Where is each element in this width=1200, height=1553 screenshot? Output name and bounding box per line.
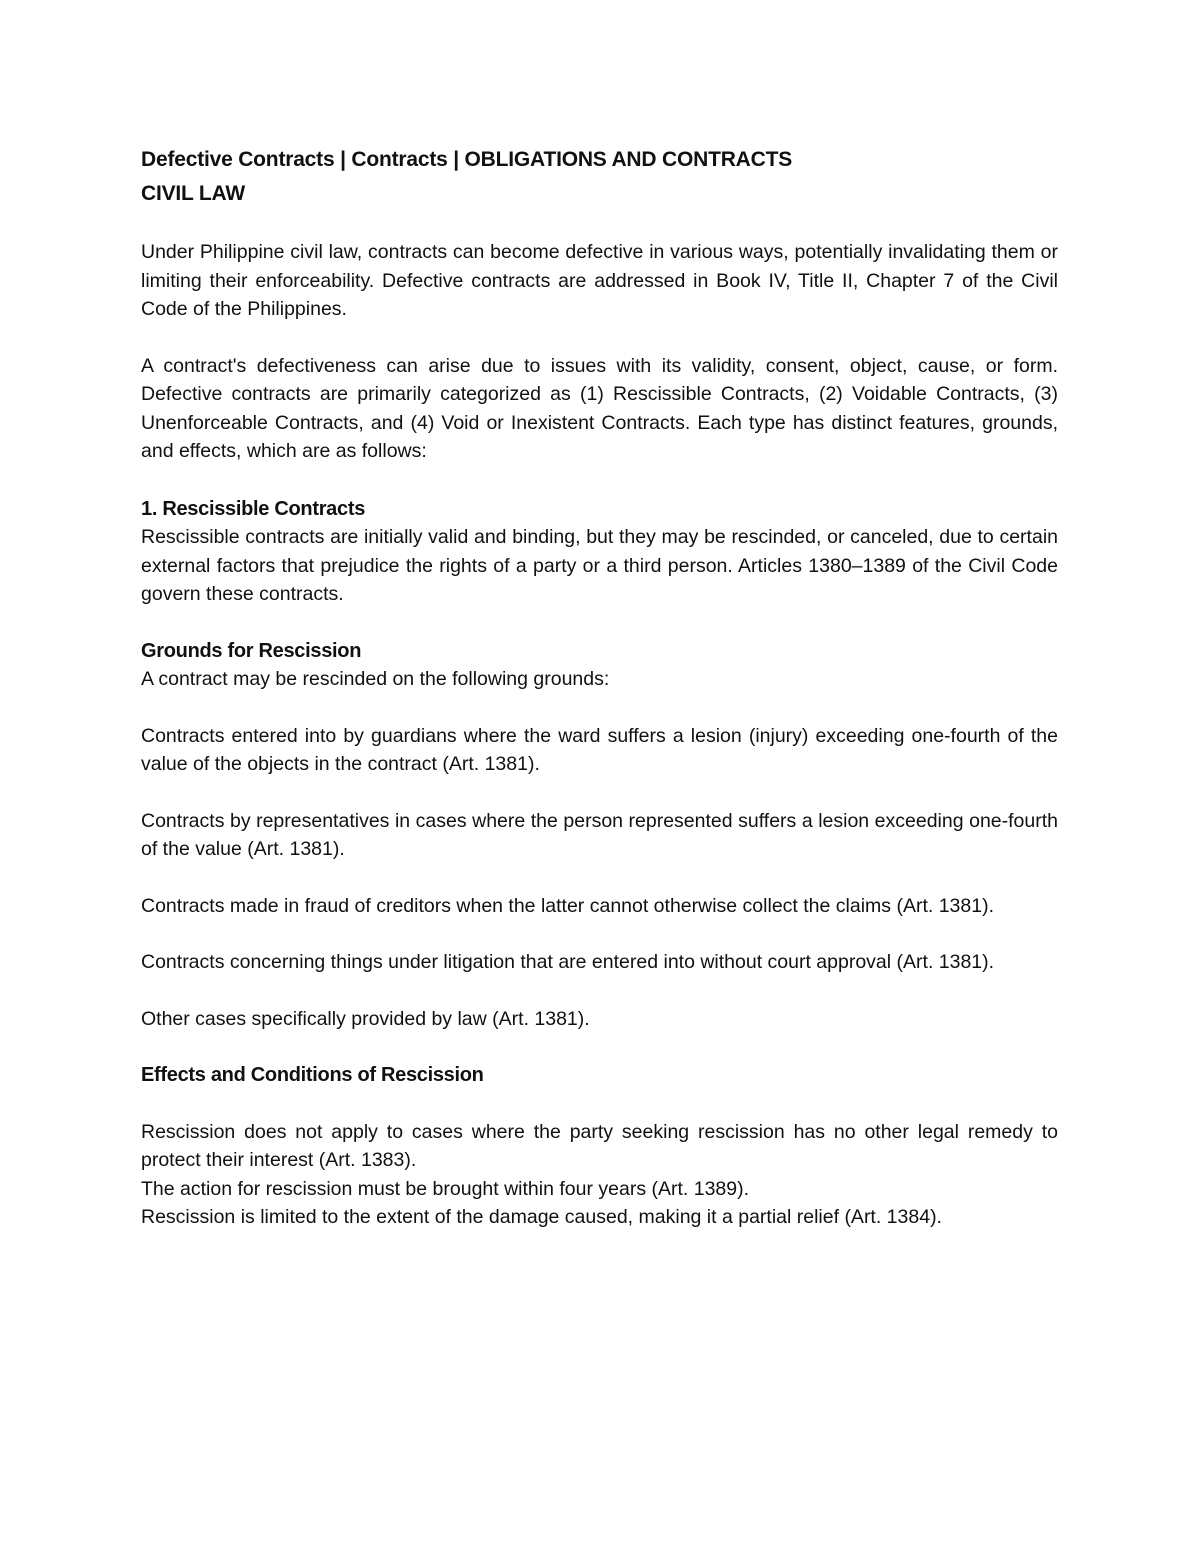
grounds-item: Contracts entered into by guardians where the ward suffers a lesion (injury) exceeding one-fourth of the value of the objects in the contract (Art. 1381). [141,724,1058,775]
grounds-intro: A contract may be rescinded on the following grounds: [141,668,610,690]
intro-paragraph-2: A contract's defectiveness can arise due to issues with its validity, consent, object, cause, or form. Defective contracts are primarily categorized as (1) Rescissible Contracts, (2) Voidable Contracts, (3) Unenforceable Contracts, and (4) Void or Inexistent Contracts. Each type has distinct features, grounds, and effects, which are as follows: [141,354,1058,462]
grounds-item: Other cases specifically provided by law (Art. 1381). [141,1007,590,1030]
document-page [141,143,1058,1232]
section-heading-rescissible: 1. Rescissible Contracts [141,497,366,520]
effects-item: The action for rescission must be brought within four years (Art. 1389). [141,1177,750,1200]
section-body-rescissible: Rescissible contracts are initially valid and binding, but they may be rescinded, or canceled, due to certain external factors that prejudice the rights of a party or a third person. Articles 1380–1389 of the Civil Code govern these contracts. [141,526,1058,605]
grounds-item: Contracts by representatives in cases where the person represented suffers a lesion exceeding one-fourth of the value (Art. 1381). [141,809,1058,860]
grounds-item: Contracts concerning things under litigation that are entered into without court approval (Art. 1381). [141,951,995,973]
intro-paragraph-1: Under Philippine civil law, contracts can become defective in various ways, potentially invalidating them or limiting their enforceability. Defective contracts are addressed in Book IV, Title II, Chapter 7 of the Civil Code of the Philippines. [141,241,1058,320]
effects-item: Rescission is limited to the extent of the damage caused, making it a partial relief (Art. 1384). [141,1206,942,1228]
document-title: Defective Contracts | Contracts | OBLIGATIONS AND CONTRACTS [141,148,793,171]
section-heading-effects: Effects and Conditions of Rescission [141,1064,484,1086]
effects-item: Rescission does not apply to cases where the party seeking rescission has no other legal remedy to protect their interest (Art. 1383). [141,1120,1058,1171]
document-subtitle: CIVIL LAW [141,182,245,205]
section-heading-grounds: Grounds for Rescission [141,639,362,662]
grounds-item: Contracts made in fraud of creditors when the latter cannot otherwise collect the claims (Art. 1381). [141,894,994,917]
